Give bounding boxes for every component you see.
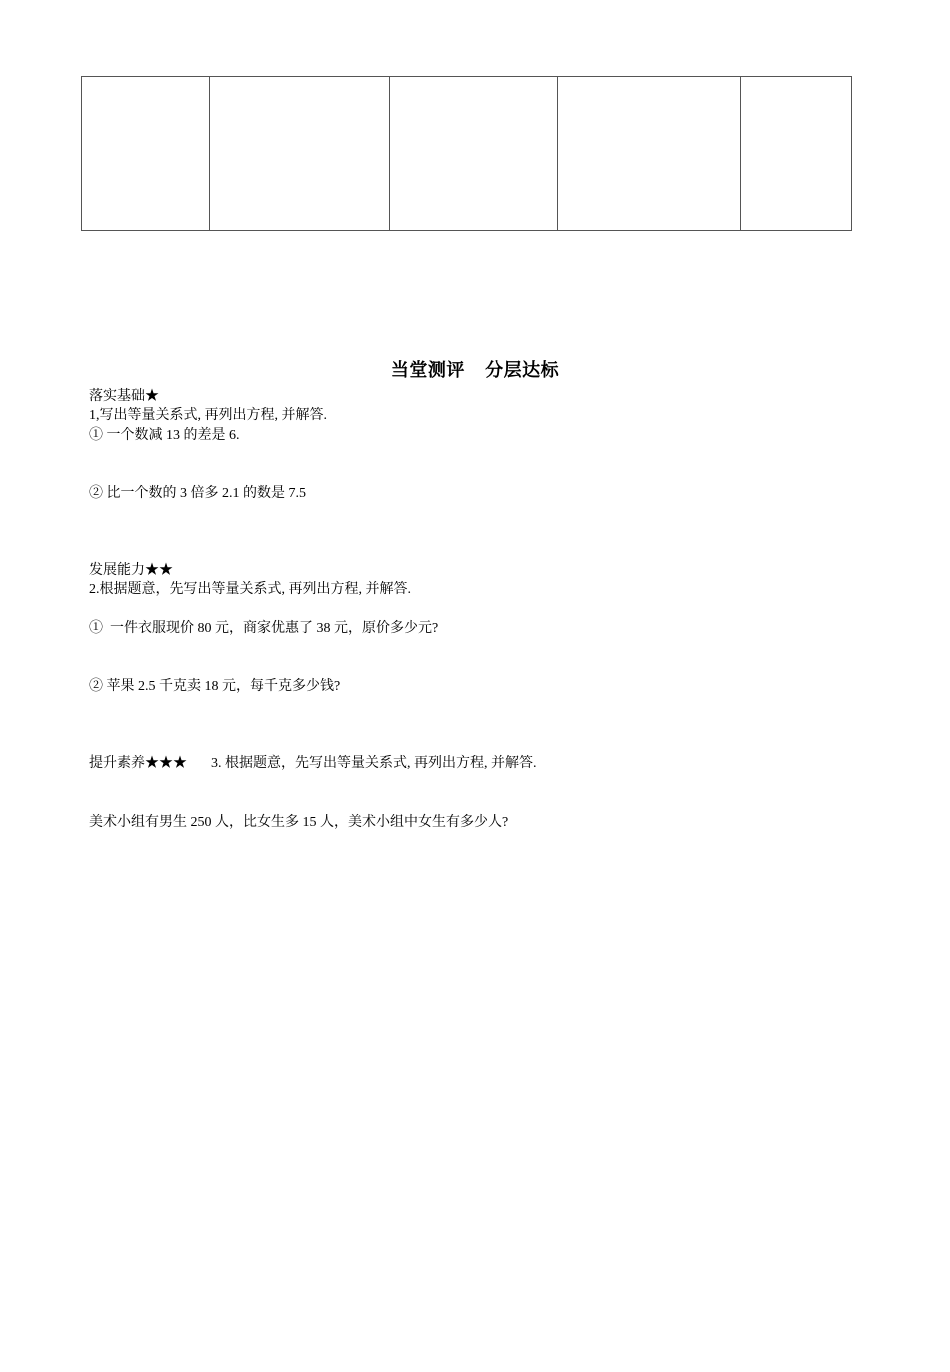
question-1-instruction: 1,写出等量关系式, 再列出方程, 并解答. xyxy=(89,408,327,423)
table-cell xyxy=(82,77,210,231)
level-2-label: 发展能力★★ xyxy=(89,563,173,578)
table-cell xyxy=(741,77,852,231)
section-heading: 当堂测评 分层达标 xyxy=(390,360,560,381)
question-3-item-1: 美术小组有男生 250 人，比女生多 15 人，美术小组中女生有多少人? xyxy=(89,815,509,830)
table-cell xyxy=(210,77,390,231)
question-1-item-1: ① 一个数减 13 的差是 6. xyxy=(89,428,240,443)
table-row xyxy=(82,77,852,231)
question-1-item-2: ② 比一个数的 3 倍多 2.1 的数是 7.5 xyxy=(89,486,306,501)
level-3-label: 提升素养★★★ xyxy=(89,756,187,771)
empty-table xyxy=(81,76,852,231)
question-2-item-1: ① 一件衣服现价 80 元，商家优惠了 38 元，原价多少元? xyxy=(89,621,439,636)
table-cell xyxy=(558,77,741,231)
question-3-instruction: 3. 根据题意，先写出等量关系式, 再列出方程, 并解答. xyxy=(211,756,537,771)
level-1-label: 落实基础★ xyxy=(89,389,159,404)
table-cell xyxy=(390,77,558,231)
question-2-instruction: 2.根据题意，先写出等量关系式, 再列出方程, 并解答. xyxy=(89,582,411,597)
question-2-item-2: ② 苹果 2.5 千克卖 18 元，每千克多少钱? xyxy=(89,679,341,694)
